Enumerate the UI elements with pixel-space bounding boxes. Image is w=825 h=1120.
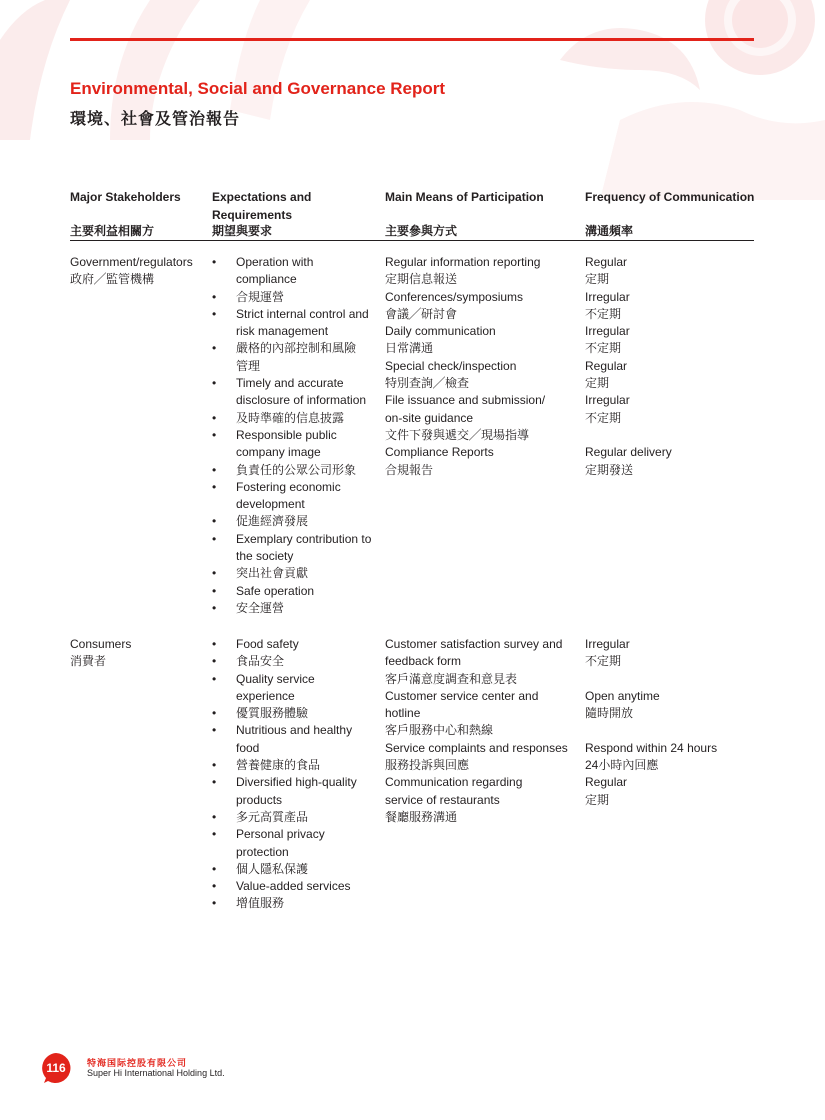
- bullet-icon: •: [212, 827, 217, 842]
- means-cell: [385, 636, 568, 826]
- frequency-line: 定期: [585, 376, 610, 391]
- background-decoration: [0, 0, 825, 200]
- expectation-text: 優質服務體驗: [236, 706, 309, 721]
- expectation-item: [212, 583, 382, 600]
- expectation-text: products: [236, 792, 283, 807]
- frequency-line: Irregular: [585, 637, 630, 651]
- expectation-text: 負責任的公眾公司形象: [236, 462, 357, 477]
- expectation-text: Nutritious and healthy: [236, 723, 353, 738]
- means-line: 會議╱研討會: [385, 306, 458, 321]
- expectation-text: Responsible public: [236, 427, 337, 442]
- expectation-text: 促進經濟發展: [236, 514, 309, 529]
- expectation-item: [212, 565, 382, 582]
- report-title-en: Environmental, Social and Governance Report: [70, 79, 446, 98]
- column-header-zh: 期望與要求: [212, 224, 273, 238]
- expectation-item: [212, 513, 382, 530]
- means-line: service of restaurants: [385, 792, 500, 807]
- bullet-icon: •: [212, 427, 217, 442]
- column-header-en: Requirements: [212, 208, 293, 222]
- expectation-text: 個人隱私保護: [236, 861, 309, 876]
- stakeholder-cell: [70, 254, 193, 289]
- means-line: Conferences/symposiums: [385, 289, 524, 304]
- expectation-text: 食品安全: [236, 654, 285, 669]
- expectation-item: [212, 757, 382, 774]
- means-line: Special check/inspection: [385, 358, 517, 373]
- expectation-item: [212, 861, 382, 878]
- means-line: Regular information reporting: [385, 255, 541, 269]
- expectation-text: 營養健康的食品: [236, 758, 321, 773]
- frequency-line: 定期: [585, 792, 610, 807]
- means-line: Daily communication: [385, 324, 496, 339]
- bullet-icon: •: [212, 706, 217, 721]
- expectation-text: 多元高質產品: [236, 809, 309, 824]
- column-header-means: [385, 188, 544, 238]
- header-divider: [70, 240, 754, 241]
- page-number: 116: [46, 1061, 66, 1075]
- means-line: 合規報告: [385, 462, 434, 477]
- frequency-line: 定期: [585, 272, 610, 287]
- expectation-text: Fostering economic: [236, 479, 341, 494]
- expectation-item: [212, 636, 382, 653]
- expectation-item: [212, 895, 382, 912]
- expectation-item: [212, 254, 382, 289]
- expectation-item: [212, 306, 382, 341]
- frequency-line: Regular: [585, 358, 628, 373]
- expectation-text: company image: [236, 445, 321, 460]
- means-line: 文件下發與遞交╱現場指導: [385, 427, 530, 442]
- bullet-icon: •: [212, 861, 217, 876]
- means-line: Customer satisfaction survey and: [385, 637, 563, 651]
- bullet-icon: •: [212, 255, 217, 269]
- means-line: feedback form: [385, 654, 462, 669]
- company-name-en: Super Hi International Holding Ltd.: [87, 1068, 225, 1078]
- column-header-frequency: [585, 188, 755, 238]
- frequency-line: 不定期: [585, 410, 622, 425]
- means-line: 客戶服務中心和熱線: [385, 723, 494, 738]
- frequency-line: 24小時內回應: [585, 758, 659, 773]
- bullet-icon: •: [212, 758, 217, 773]
- frequency-line: Irregular: [585, 393, 630, 408]
- expectation-item: [212, 462, 382, 479]
- bullet-icon: •: [212, 479, 217, 494]
- expectation-text: 管理: [236, 358, 261, 373]
- company-name-zh: 特海国际控股有限公司: [87, 1058, 188, 1068]
- frequency-line: 隨時開放: [585, 706, 634, 721]
- expectation-item: [212, 289, 382, 306]
- expectation-item: [212, 479, 382, 514]
- expectation-item: [212, 427, 382, 462]
- frequency-line: Regular delivery: [585, 445, 672, 460]
- bullet-icon: •: [212, 289, 217, 304]
- expectation-text: Safe operation: [236, 583, 315, 598]
- bullet-icon: •: [212, 637, 217, 651]
- frequency-line: 不定期: [585, 306, 622, 321]
- frequency-spacer: [585, 427, 672, 444]
- bullet-icon: •: [212, 341, 217, 356]
- frequency-line: 定期發送: [585, 462, 634, 477]
- stakeholder-name-zh: 消費者: [70, 654, 107, 669]
- expectation-text: Quality service: [236, 671, 315, 686]
- bullet-icon: •: [212, 879, 217, 894]
- means-cell: [385, 254, 545, 479]
- expectation-text: the society: [236, 549, 294, 564]
- means-line: File issuance and submission/: [385, 393, 546, 408]
- expectation-text: disclosure of information: [236, 393, 367, 408]
- means-line: 餐廳服務溝通: [385, 809, 458, 824]
- expectation-item: [212, 340, 382, 375]
- frequency-line: Irregular: [585, 289, 630, 304]
- expectation-text: Strict internal control and: [236, 306, 369, 321]
- expectation-text: risk management: [236, 324, 329, 339]
- column-header-en: Main Means of Participation: [385, 190, 544, 204]
- expectation-item: [212, 705, 382, 722]
- expectation-text: 及時準確的信息披露: [236, 410, 345, 425]
- bullet-icon: •: [212, 376, 217, 391]
- bullet-icon: •: [212, 410, 217, 425]
- column-header-zh: 溝通頻率: [585, 224, 634, 238]
- stakeholder-name-en: Consumers: [70, 637, 132, 651]
- expectation-item: [212, 531, 382, 566]
- column-header-zh: 主要利益相關方: [70, 224, 155, 238]
- column-header-stakeholders: [70, 188, 181, 238]
- expectation-text: 增值服務: [236, 896, 285, 911]
- means-line: 定期信息報送: [385, 272, 458, 287]
- expectation-text: 合規運營: [236, 289, 285, 304]
- expectation-text: 突出社會貢獻: [236, 566, 309, 581]
- bullet-icon: •: [212, 566, 217, 581]
- expectation-text: experience: [236, 688, 295, 703]
- expectation-text: Exemplary contribution to: [236, 531, 372, 546]
- column-header-en: Frequency of Communication: [585, 190, 755, 204]
- bullet-icon: •: [212, 896, 217, 911]
- bullet-icon: •: [212, 809, 217, 824]
- report-title-zh: 環境、社會及管治報告: [70, 111, 241, 128]
- means-line: Service complaints and responses: [385, 740, 568, 755]
- bullet-icon: •: [212, 462, 217, 477]
- expectation-text: Value-added services: [236, 879, 351, 894]
- expectation-item: [212, 653, 382, 670]
- means-line: Compliance Reports: [385, 445, 494, 460]
- frequency-spacer: [585, 722, 717, 739]
- expectation-text: Personal privacy: [236, 827, 325, 842]
- expectation-text: protection: [236, 844, 289, 859]
- bullet-icon: •: [212, 514, 217, 529]
- expectation-item: [212, 878, 382, 895]
- bullet-icon: •: [212, 600, 217, 615]
- means-line: 特別查詢╱檢查: [385, 376, 470, 391]
- expectation-text: compliance: [236, 272, 297, 287]
- expectation-item: [212, 600, 382, 617]
- column-header-en: Expectations and: [212, 190, 312, 204]
- means-line: Customer service center and: [385, 688, 539, 703]
- means-line: 服務投訴與回應: [385, 758, 470, 773]
- frequency-cell: [585, 636, 717, 809]
- expectation-item: [212, 826, 382, 861]
- expectation-text: Diversified high-quality: [236, 775, 357, 790]
- means-line: on-site guidance: [385, 410, 474, 425]
- stakeholder-name-zh: 政府╱監管機構: [70, 272, 155, 287]
- top-accent-rule: [70, 38, 754, 41]
- frequency-line: Irregular: [585, 324, 630, 339]
- expectation-text: Timely and accurate: [236, 376, 344, 391]
- bullet-icon: •: [212, 531, 217, 546]
- frequency-line: Regular: [585, 255, 628, 269]
- expectation-text: Food safety: [236, 637, 299, 651]
- column-header-en: Major Stakeholders: [70, 190, 181, 204]
- bullet-icon: •: [212, 654, 217, 669]
- frequency-line: 不定期: [585, 341, 622, 356]
- stakeholder-cell: [70, 636, 131, 671]
- means-line: 客戶滿意度調查和意見表: [385, 671, 518, 686]
- column-header-zh: 主要參與方式: [385, 224, 458, 238]
- bullet-icon: •: [212, 583, 217, 598]
- frequency-spacer: [585, 671, 717, 688]
- expectations-list: [212, 254, 382, 617]
- frequency-line: Regular: [585, 775, 628, 790]
- expectation-item: [212, 774, 382, 809]
- column-header-expectations: [212, 188, 312, 238]
- expectation-text: food: [236, 740, 260, 755]
- bullet-icon: •: [212, 723, 217, 738]
- frequency-line: 不定期: [585, 654, 622, 669]
- expectation-text: 嚴格的內部控制和風險: [236, 341, 357, 356]
- frequency-line: Open anytime: [585, 688, 660, 703]
- means-line: hotline: [385, 706, 421, 721]
- page-number-badge: [40, 1052, 72, 1084]
- expectation-text: development: [236, 497, 305, 512]
- expectation-text: Operation with: [236, 255, 314, 269]
- expectation-item: [212, 410, 382, 427]
- expectation-item: [212, 809, 382, 826]
- bullet-icon: •: [212, 306, 217, 321]
- bullet-icon: •: [212, 775, 217, 790]
- means-line: 日常溝通: [385, 341, 434, 356]
- expectation-item: [212, 375, 382, 410]
- frequency-line: Respond within 24 hours: [585, 740, 718, 755]
- expectation-item: [212, 671, 382, 706]
- expectation-item: [212, 722, 382, 757]
- frequency-cell: [585, 254, 672, 479]
- stakeholder-name-en: Government/regulators: [70, 255, 193, 269]
- expectations-list: [212, 636, 382, 913]
- bullet-icon: •: [212, 671, 217, 686]
- expectation-text: 安全運營: [236, 600, 285, 615]
- means-line: Communication regarding: [385, 775, 523, 790]
